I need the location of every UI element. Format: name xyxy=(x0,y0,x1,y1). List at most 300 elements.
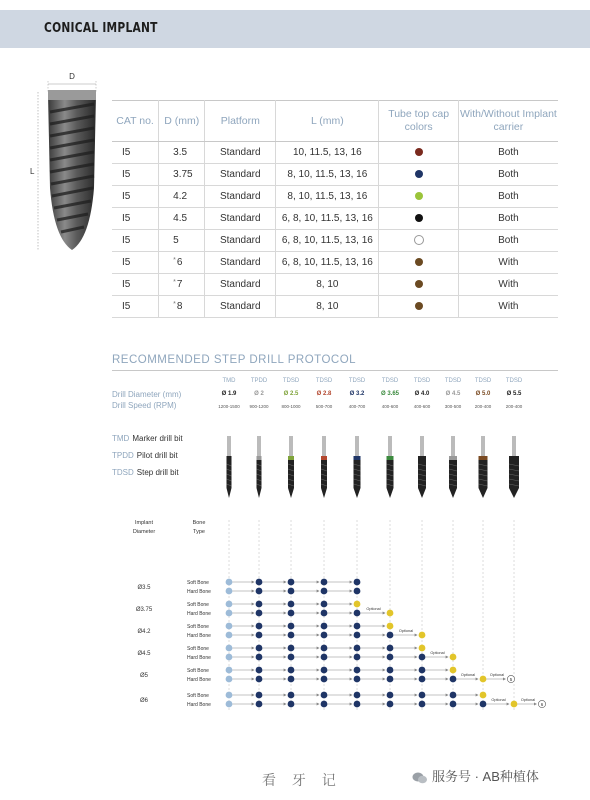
arrow-head xyxy=(252,647,255,650)
hard-bone-step-dot xyxy=(354,588,361,595)
table-row xyxy=(112,186,558,208)
cell-d: 5 xyxy=(159,230,205,252)
arrow-head xyxy=(383,669,386,672)
cell-cap-color xyxy=(379,274,458,296)
drill-shank xyxy=(451,436,455,456)
hard-bone-step-dot xyxy=(226,654,233,661)
drill-bit-icon xyxy=(418,436,426,498)
arrow-head xyxy=(252,603,255,606)
soft-bone-step-dot xyxy=(419,645,426,652)
hard-bone-step-dot xyxy=(354,701,361,708)
drill-color-band xyxy=(449,456,457,460)
arrow-head xyxy=(507,703,510,706)
hard-bone-label: Hard Bone xyxy=(187,702,211,708)
optional-label: Optional xyxy=(491,698,506,702)
soft-bone-step-dot xyxy=(288,692,295,699)
drill-bit-icon xyxy=(479,436,488,498)
cell-cap-color xyxy=(379,252,458,274)
drill-diameter-value: Ø 2.8 xyxy=(316,391,332,397)
cap-color-dot xyxy=(415,170,423,178)
drill-diameter-value: Ø 5.0 xyxy=(475,391,491,397)
soft-bone-label: Soft Bone xyxy=(187,580,209,586)
arrow-head xyxy=(415,634,418,637)
bone-type-header: Type xyxy=(193,529,205,535)
hard-bone-step-dot xyxy=(321,701,328,708)
cell-carrier: Both xyxy=(458,142,558,164)
implant-collar xyxy=(48,90,96,100)
hard-bone-step-dot xyxy=(288,632,295,639)
hard-bone-step-dot xyxy=(450,676,457,683)
cell-cat: I5 xyxy=(112,274,159,296)
soft-bone-step-dot xyxy=(419,667,426,674)
cell-d: 3.75 xyxy=(159,164,205,186)
cap-color-dot xyxy=(415,302,423,310)
arrow-head xyxy=(383,634,386,637)
drill-color-band xyxy=(509,456,519,460)
legend-abbr: TPDD xyxy=(112,451,134,460)
cell-d: *8 xyxy=(159,296,205,318)
drill-shank xyxy=(227,436,231,456)
soft-bone-label: Soft Bone xyxy=(187,646,209,652)
drill-shank xyxy=(420,436,424,456)
hard-bone-step-dot xyxy=(419,701,426,708)
footer-account xyxy=(412,766,539,785)
table-row xyxy=(112,164,558,186)
soft-bone-step-dot xyxy=(387,623,394,630)
asterisk-mark: * xyxy=(173,257,176,264)
arrow-head xyxy=(415,669,418,672)
drill-color-band xyxy=(418,456,426,460)
hard-bone-step-dot xyxy=(480,701,487,708)
hard-bone-step-dot xyxy=(354,632,361,639)
header-cap: Tube top cap colors xyxy=(379,101,458,142)
soft-bone-step-dot xyxy=(354,623,361,630)
arrow-head xyxy=(252,656,255,659)
arrow-head xyxy=(446,703,449,706)
arrow-head xyxy=(284,656,287,659)
arrow-head xyxy=(252,581,255,584)
arrow-head xyxy=(284,590,287,593)
implant-spec-table xyxy=(112,100,558,318)
cell-carrier: With xyxy=(458,296,558,318)
soft-bone-step-dot xyxy=(321,579,328,586)
hard-bone-step-dot xyxy=(321,632,328,639)
table-row xyxy=(112,252,558,274)
drill-speed-value: 500-700 xyxy=(315,404,333,409)
end-marker-label: 5 xyxy=(509,676,513,682)
hard-bone-step-dot xyxy=(226,610,233,617)
drill-speed-value: 400-600 xyxy=(413,404,431,409)
hard-bone-step-dot xyxy=(419,632,426,639)
cell-cat: I5 xyxy=(112,142,159,164)
cell-d: 3.5 xyxy=(159,142,205,164)
cell-platform: Standard xyxy=(205,208,276,230)
drill-color-band xyxy=(321,456,327,460)
arrow-head xyxy=(383,612,386,615)
hard-bone-step-dot xyxy=(226,676,233,683)
arrow-head xyxy=(350,694,353,697)
arrow-head xyxy=(284,678,287,681)
drill-bit-icon xyxy=(288,436,294,498)
hard-bone-step-dot xyxy=(387,676,394,683)
hard-bone-step-dot xyxy=(288,701,295,708)
implant-illustration xyxy=(24,68,114,258)
header-l: L (mm) xyxy=(276,101,379,142)
hard-bone-step-dot xyxy=(419,676,426,683)
hard-bone-step-dot xyxy=(256,632,263,639)
footer-watermark: 看 牙 记 xyxy=(262,772,342,788)
arrow-head xyxy=(317,634,320,637)
hard-bone-step-dot xyxy=(354,654,361,661)
drill-speed-value: 400-700 xyxy=(348,404,366,409)
arrow-head xyxy=(446,669,449,672)
soft-bone-step-dot xyxy=(226,692,233,699)
arrow-head xyxy=(284,612,287,615)
arrow-head xyxy=(350,647,353,650)
soft-bone-step-dot xyxy=(226,645,233,652)
soft-bone-label: Soft Bone xyxy=(187,624,209,630)
cell-carrier: With xyxy=(458,274,558,296)
cell-cat: I5 xyxy=(112,208,159,230)
cap-color-dot xyxy=(415,280,423,288)
hard-bone-step-dot xyxy=(226,588,233,595)
cell-cat: I5 xyxy=(112,252,159,274)
soft-bone-step-dot xyxy=(288,645,295,652)
hard-bone-step-dot xyxy=(387,610,394,617)
hard-bone-step-dot xyxy=(321,588,328,595)
drill-speed-value: 300-500 xyxy=(444,404,462,409)
cell-platform: Standard xyxy=(205,296,276,318)
implant-diameter-header: Implant xyxy=(134,520,154,526)
cell-cat: I5 xyxy=(112,164,159,186)
hard-bone-step-dot xyxy=(511,701,518,708)
soft-bone-step-dot xyxy=(419,692,426,699)
implant-diameter-header: Diameter xyxy=(132,529,156,535)
arrow-head xyxy=(252,634,255,637)
drill-color-band xyxy=(479,456,488,460)
arrow-head xyxy=(350,603,353,606)
cell-d: 4.2 xyxy=(159,186,205,208)
cell-platform: Standard xyxy=(205,274,276,296)
soft-bone-step-dot xyxy=(354,601,361,608)
protocol-divider xyxy=(112,370,558,371)
table-row xyxy=(112,296,558,318)
drill-shank xyxy=(355,436,359,456)
drill-shank xyxy=(257,436,261,456)
arrow-head xyxy=(476,678,479,681)
arrow-head xyxy=(446,656,449,659)
hard-bone-step-dot xyxy=(288,676,295,683)
drill-diameter-value: Ø 5.5 xyxy=(506,391,522,397)
asterisk-mark: * xyxy=(173,279,176,286)
hard-bone-step-dot xyxy=(288,610,295,617)
hard-bone-step-dot xyxy=(256,676,263,683)
cell-cap-color xyxy=(379,142,458,164)
drill-speed-value: 200-400 xyxy=(505,404,523,409)
arrow-head xyxy=(284,703,287,706)
arrow-head xyxy=(317,669,320,672)
cell-cap-color xyxy=(379,186,458,208)
cell-cat: I5 xyxy=(112,186,159,208)
cell-l: 6, 8, 10, 11.5, 13, 16 xyxy=(276,252,379,274)
arrow-head xyxy=(317,603,320,606)
soft-bone-step-dot xyxy=(288,667,295,674)
l-dimension-label: L xyxy=(30,167,35,176)
drill-bit-icon xyxy=(509,436,519,498)
arrow-head xyxy=(252,678,255,681)
hard-bone-step-dot xyxy=(321,654,328,661)
implant-diameter-label: Ø3.75 xyxy=(135,607,153,613)
soft-bone-step-dot xyxy=(354,579,361,586)
hard-bone-step-dot xyxy=(387,632,394,639)
hard-bone-step-dot xyxy=(256,701,263,708)
header-carrier: With/Without Implant carrier xyxy=(458,101,558,142)
cell-platform: Standard xyxy=(205,186,276,208)
footer-account-text: 服务号 · AB种植体 xyxy=(432,769,539,784)
arrow-head xyxy=(383,678,386,681)
drill-speed-label: Drill Speed (RPM) xyxy=(112,401,177,410)
arrow-head xyxy=(415,647,418,650)
arrow-head xyxy=(446,678,449,681)
optional-label: Optional xyxy=(398,629,414,633)
optional-label: Optional xyxy=(366,607,381,611)
asterisk-mark: * xyxy=(173,301,176,308)
table-row xyxy=(112,274,558,296)
header-band xyxy=(0,10,590,48)
arrow-head xyxy=(284,581,287,584)
arrow-head xyxy=(317,703,320,706)
header-cat: CAT no. xyxy=(112,101,159,142)
cell-carrier: With xyxy=(458,252,558,274)
cell-l: 6, 8, 10, 11.5, 13, 16 xyxy=(276,208,379,230)
hard-bone-label: Hard Bone xyxy=(187,611,211,617)
drill-type-label: TDSD xyxy=(381,378,399,384)
page-title: CONICAL IMPLANT xyxy=(44,21,158,36)
soft-bone-step-dot xyxy=(387,645,394,652)
hard-bone-step-dot xyxy=(354,676,361,683)
arrow-head xyxy=(252,625,255,628)
soft-bone-step-dot xyxy=(354,645,361,652)
arrow-head xyxy=(350,581,353,584)
hard-bone-step-dot xyxy=(226,701,233,708)
soft-bone-step-dot xyxy=(321,601,328,608)
soft-bone-step-dot xyxy=(321,645,328,652)
soft-bone-step-dot xyxy=(480,692,487,699)
drill-bit-icon xyxy=(321,436,327,498)
cell-carrier: Both xyxy=(458,186,558,208)
optional-label: Optional xyxy=(520,698,536,702)
drill-diameter-value: Ø 3.65 xyxy=(380,391,399,397)
cell-l: 8, 10, 11.5, 13, 16 xyxy=(276,186,379,208)
drill-type-label: TDSD xyxy=(282,378,300,384)
soft-bone-step-dot xyxy=(387,667,394,674)
arrow-head xyxy=(317,647,320,650)
table-row xyxy=(112,208,558,230)
wechat-icon xyxy=(412,771,428,785)
hard-bone-step-dot xyxy=(387,701,394,708)
hard-bone-step-dot xyxy=(354,610,361,617)
cell-platform: Standard xyxy=(205,164,276,186)
drill-color-band xyxy=(288,456,294,460)
hard-bone-label: Hard Bone xyxy=(187,633,211,639)
arrow-head xyxy=(415,678,418,681)
soft-bone-step-dot xyxy=(256,645,263,652)
arrow-head xyxy=(317,678,320,681)
hard-bone-step-dot xyxy=(321,610,328,617)
arrow-head xyxy=(350,703,353,706)
cell-platform: Standard xyxy=(205,142,276,164)
drill-type-label: TPDD xyxy=(250,378,268,384)
soft-bone-step-dot xyxy=(354,667,361,674)
hard-bone-step-dot xyxy=(450,701,457,708)
soft-bone-step-dot xyxy=(256,667,263,674)
hard-bone-label: Hard Bone xyxy=(187,655,211,661)
arrow-head xyxy=(252,694,255,697)
cell-cap-color xyxy=(379,230,458,252)
soft-bone-step-dot xyxy=(256,579,263,586)
table-row xyxy=(112,142,558,164)
optional-label: Optional xyxy=(430,651,445,655)
drill-speed-value: 400-600 xyxy=(381,404,399,409)
table-row xyxy=(112,230,558,252)
drill-type-label: TDSD xyxy=(315,378,333,384)
cell-cap-color xyxy=(379,296,458,318)
drill-bit-icon xyxy=(387,436,394,498)
legend-text: Pilot drill bit xyxy=(136,451,178,460)
drill-color-band xyxy=(227,456,232,460)
cell-platform: Standard xyxy=(205,252,276,274)
cell-d: 4.5 xyxy=(159,208,205,230)
arrow-head xyxy=(503,678,506,681)
soft-bone-step-dot xyxy=(321,667,328,674)
cell-d: *7 xyxy=(159,274,205,296)
soft-bone-step-dot xyxy=(387,692,394,699)
soft-bone-step-dot xyxy=(226,623,233,630)
arrow-head xyxy=(350,678,353,681)
cap-color-dot xyxy=(415,148,423,156)
cell-carrier: Both xyxy=(458,164,558,186)
cap-color-dot xyxy=(415,192,423,200)
cell-cap-color xyxy=(379,208,458,230)
end-marker-label: 6 xyxy=(540,701,544,707)
arrow-head xyxy=(252,669,255,672)
table-header-row xyxy=(112,101,558,142)
soft-bone-step-dot xyxy=(321,692,328,699)
cell-carrier: Both xyxy=(458,208,558,230)
drill-sequence-flowchart xyxy=(0,510,590,720)
implant-diameter-label: Ø4.2 xyxy=(137,629,151,635)
arrow-head xyxy=(476,703,479,706)
drill-shank xyxy=(322,436,326,456)
hard-bone-label: Hard Bone xyxy=(187,589,211,595)
cell-l: 8, 10 xyxy=(276,296,379,318)
hard-bone-step-dot xyxy=(256,610,263,617)
drill-color-band xyxy=(387,456,394,460)
arrow-head xyxy=(317,581,320,584)
soft-bone-step-dot xyxy=(321,623,328,630)
arrow-head xyxy=(534,703,537,706)
implant-diameter-label: Ø3.5 xyxy=(137,585,151,591)
soft-bone-label: Soft Bone xyxy=(187,668,209,674)
arrow-head xyxy=(284,603,287,606)
drill-diameter-value: Ø 4.0 xyxy=(414,391,430,397)
soft-bone-step-dot xyxy=(256,623,263,630)
legend-abbr: TMD xyxy=(112,434,130,443)
drill-shank xyxy=(289,436,293,456)
drill-color-band xyxy=(257,456,262,460)
arrow-head xyxy=(350,612,353,615)
cap-color-dot xyxy=(415,258,423,266)
arrow-head xyxy=(317,590,320,593)
arrow-head xyxy=(284,634,287,637)
soft-bone-step-dot xyxy=(288,623,295,630)
optional-label: Optional xyxy=(489,673,505,677)
arrow-head xyxy=(383,656,386,659)
protocol-title: RECOMMENDED STEP DRILL PROTOCOL xyxy=(112,354,357,366)
drill-bit-icon xyxy=(449,436,457,498)
arrow-head xyxy=(350,656,353,659)
hard-bone-step-dot xyxy=(480,676,487,683)
legend-text: Step drill bit xyxy=(136,468,179,477)
hard-bone-step-dot xyxy=(256,588,263,595)
header-platform: Platform xyxy=(205,101,276,142)
drill-diameter-value: Ø 2.5 xyxy=(283,391,299,397)
cell-carrier: Both xyxy=(458,230,558,252)
arrow-head xyxy=(317,612,320,615)
soft-bone-step-dot xyxy=(288,601,295,608)
drill-speed-value: 1200-1500 xyxy=(218,404,240,409)
drill-diameter-value: Ø 2 xyxy=(254,391,264,397)
drill-speed-value: 900-1200 xyxy=(249,404,269,409)
hard-bone-step-dot xyxy=(387,654,394,661)
drill-diameter-value: Ø 1.9 xyxy=(221,391,237,397)
drill-type-label: TMD xyxy=(222,378,236,384)
d-dimension-label: D xyxy=(69,72,75,81)
hard-bone-label: Hard Bone xyxy=(187,677,211,683)
arrow-head xyxy=(383,694,386,697)
arrow-head xyxy=(350,669,353,672)
arrow-head xyxy=(252,703,255,706)
drill-diameter-label: Drill Diameter (mm) xyxy=(112,390,182,399)
cell-d: *6 xyxy=(159,252,205,274)
drill-shank xyxy=(388,436,392,456)
arrow-head xyxy=(350,625,353,628)
cell-cat: I5 xyxy=(112,230,159,252)
soft-bone-step-dot xyxy=(256,692,263,699)
drill-speed-value: 200-400 xyxy=(474,404,492,409)
drill-type-label: TDSD xyxy=(413,378,431,384)
soft-bone-step-dot xyxy=(450,692,457,699)
hard-bone-step-dot xyxy=(450,654,457,661)
drill-diameter-value: Ø 4.5 xyxy=(445,391,461,397)
arrow-head xyxy=(317,694,320,697)
arrow-head xyxy=(252,612,255,615)
arrow-head xyxy=(252,590,255,593)
drill-shank xyxy=(481,436,485,456)
arrow-head xyxy=(284,669,287,672)
drill-type-label: TDSD xyxy=(505,378,523,384)
soft-bone-step-dot xyxy=(226,601,233,608)
cell-l: 10, 11.5, 13, 16 xyxy=(276,142,379,164)
soft-bone-step-dot xyxy=(450,667,457,674)
legend-text: Marker drill bit xyxy=(132,434,183,443)
soft-bone-label: Soft Bone xyxy=(187,693,209,699)
legend-abbr: TDSD xyxy=(112,468,134,477)
arrow-head xyxy=(284,694,287,697)
cell-l: 8, 10, 11.5, 13, 16 xyxy=(276,164,379,186)
hard-bone-step-dot xyxy=(321,676,328,683)
hard-bone-step-dot xyxy=(288,654,295,661)
